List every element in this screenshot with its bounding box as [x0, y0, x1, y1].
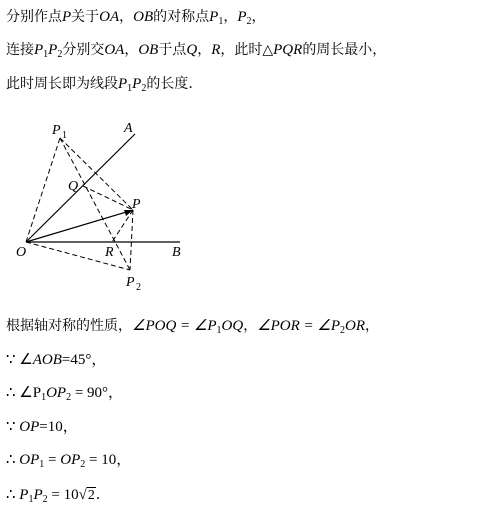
math-expr: =	[44, 452, 61, 468]
text: ，此时△	[220, 42, 274, 58]
label-A: A	[124, 121, 133, 136]
dashed-O-P2	[26, 242, 130, 270]
math-expr: = 10	[47, 487, 79, 503]
math-var: P	[237, 9, 247, 25]
math-var: P	[62, 9, 72, 25]
text: ，	[119, 9, 134, 25]
math-expr: OR	[345, 318, 366, 334]
text: ，	[124, 42, 139, 58]
text: 根据轴对称的性质，	[6, 318, 132, 334]
label-R: R	[105, 245, 114, 260]
subscript: 1	[43, 49, 49, 60]
text-line-7	[6, 418, 78, 436]
math-var: R	[211, 42, 221, 58]
text: 的周长最小，	[302, 42, 387, 58]
math-var: PQR	[273, 42, 303, 58]
dashed-Q-P	[83, 186, 133, 210]
math-symbol: ∵ ∠	[6, 352, 33, 368]
math-symbol: ∴	[6, 487, 20, 503]
text-line-5	[6, 351, 106, 369]
math-var: OA	[99, 9, 120, 25]
text-line-9	[6, 486, 110, 509]
math-var: OB	[133, 9, 154, 25]
math-expr: = 10，	[85, 452, 132, 468]
math-var: P	[118, 76, 128, 92]
subscript: 1	[218, 16, 224, 27]
math-expr: = 90°，	[71, 385, 124, 401]
math-symbol: ∴ ∠P	[6, 385, 42, 401]
math-var: OA	[104, 42, 125, 58]
math-var: OP	[19, 419, 40, 435]
subscript: 1	[127, 83, 133, 94]
math-expr: =45°，	[61, 352, 107, 368]
text: ，	[223, 9, 238, 25]
label-P1: P	[52, 123, 61, 138]
text: 关于	[71, 9, 100, 25]
label-Q: Q	[68, 179, 79, 194]
subscript: 1	[39, 459, 45, 470]
sqrt-symbol: √	[78, 487, 87, 503]
subscript: 2	[66, 392, 72, 403]
math-var: P	[33, 487, 43, 503]
subscript: 1	[28, 494, 34, 505]
subscript: 2	[141, 83, 147, 94]
math-var: P	[132, 76, 142, 92]
math-expr: OQ	[221, 318, 244, 334]
text: 的长度.	[146, 76, 193, 92]
label-P2-sub: 2	[136, 282, 141, 293]
text: 分别作点	[6, 9, 62, 25]
math-symbol: ∵	[6, 419, 20, 435]
subscript: 2	[42, 494, 48, 505]
text: ，	[251, 9, 266, 25]
math-var: P	[209, 9, 219, 25]
math-symbol: ∴	[6, 452, 20, 468]
math-expr: ∠POQ = ∠P	[132, 318, 217, 334]
text: ．	[95, 487, 110, 503]
math-var: P	[19, 487, 29, 503]
text: ，	[243, 318, 258, 334]
label-O: O	[16, 245, 27, 260]
dashed-P-P2	[130, 210, 133, 270]
subscript: 1	[41, 392, 47, 403]
text: 分别交	[62, 42, 105, 58]
label-P: P	[132, 197, 141, 212]
text: 于点	[158, 42, 187, 58]
label-B: B	[172, 245, 181, 260]
sqrt-radicand: 2	[87, 488, 95, 503]
text-line-6	[6, 384, 123, 407]
math-var: P	[48, 42, 58, 58]
text: ，	[197, 42, 212, 58]
dashed-O-P1	[26, 138, 60, 242]
subscript: 2	[246, 16, 252, 27]
subscript: 2	[57, 49, 63, 60]
math-var: OP	[19, 452, 40, 468]
math-var: Q	[186, 42, 198, 58]
text-line-4	[6, 317, 379, 340]
dashed-P1-P	[60, 138, 133, 210]
text: 连接	[6, 42, 34, 58]
subscript: 2	[80, 459, 86, 470]
math-var: AOB	[32, 352, 62, 368]
text: ，	[365, 318, 380, 334]
text: 的对称点	[153, 9, 210, 25]
subscript: 1	[216, 325, 222, 336]
math-expr: =10，	[39, 419, 78, 435]
math-expr: ∠POR = ∠P	[257, 318, 341, 334]
text-line-8	[6, 451, 131, 474]
label-P1-sub: 1	[62, 130, 67, 141]
math-var: P	[34, 42, 44, 58]
math-var: OB	[138, 42, 159, 58]
text: 此时周长即为线段	[6, 76, 118, 92]
math-var: OP	[60, 452, 81, 468]
math-var: OP	[46, 385, 67, 401]
subscript: 2	[340, 325, 346, 336]
label-P2: P	[126, 275, 135, 290]
